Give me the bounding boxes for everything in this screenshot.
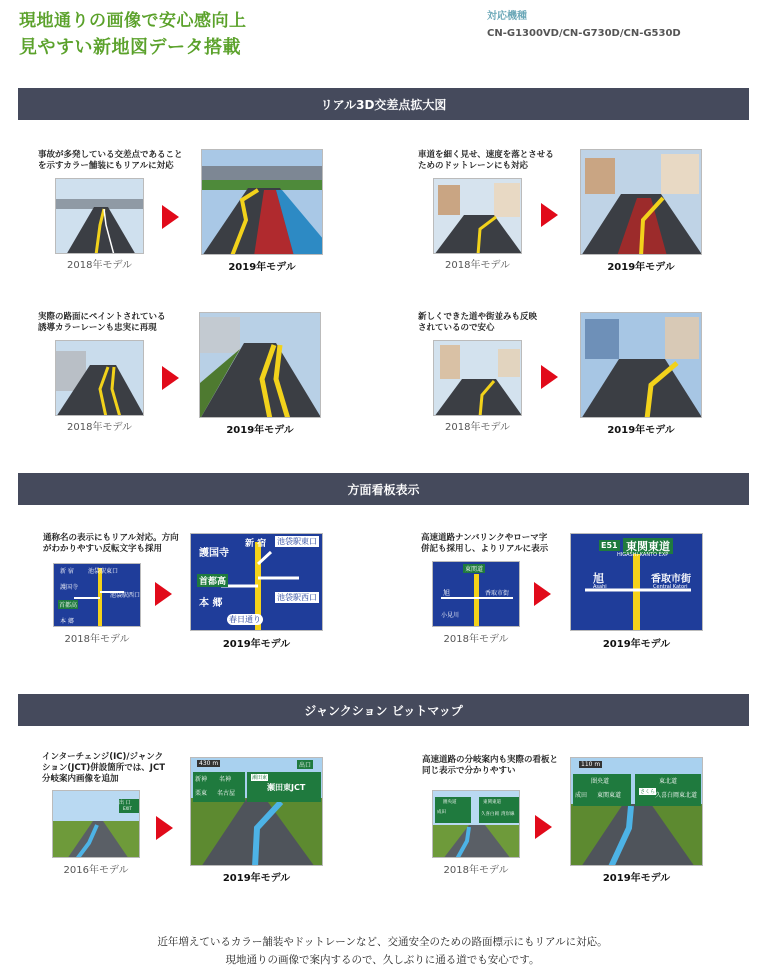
section-title-direction-signs: 方面看板表示 (18, 473, 749, 505)
section-title-junction-bitmap: ジャンクション ビットマップ (18, 694, 749, 726)
item-description: インターチェンジ(IC)/ジャンク ション(JCT)併設箇所では、JCT 分岐案内画像を追加 (42, 752, 165, 784)
new-model-caption: 2019年モデル (607, 425, 675, 436)
arrow-right-icon (155, 582, 172, 606)
footer-text (0, 933, 765, 969)
new-model-image (580, 312, 702, 418)
new-model-image (199, 312, 321, 418)
old-model-caption: 2018年モデル (443, 634, 509, 645)
old-direction-sign: 新 宿 池袋駅東口 護国寺 首都高 池袋駅西口 本 郷 (53, 563, 141, 627)
item-description: 高速道路ナンバリンクやローマ字 併記も採用し、よりリアルに表示 (421, 533, 549, 554)
old-direction-sign: 東関道 旭 香取市街 小見川 (432, 561, 520, 627)
old-model-caption: 2018年モデル (64, 634, 130, 645)
arrow-right-icon (541, 365, 558, 389)
arrow-right-icon (541, 203, 558, 227)
new-junction-image: 430 m 新神 名神 栗東 名古屋 瀬田東 瀬田東JCT 出口 (190, 757, 323, 866)
old-model-image (433, 178, 522, 254)
old-model-caption: 2018年モデル (443, 865, 509, 876)
new-model-caption: 2019年モデル (607, 262, 675, 273)
footer-line: 近年増えているカラー舗装やドットレーンなど、交通安全のための路面標示にもリアルに対応。 (157, 936, 608, 948)
arrow-right-icon (535, 815, 552, 839)
item-description: 車道を細く見せ、速度を落とさせる ためのドットレーンにも対応 (418, 150, 554, 171)
old-model-image (55, 178, 144, 254)
footer-line: 現地通りの画像で案内するので、久しぶりに通る道でも安心です。 (225, 954, 540, 966)
old-junction-image: 出 口 EXIT (52, 790, 140, 858)
old-model-image (433, 340, 522, 416)
old-model-caption: 2018年モデル (67, 422, 132, 433)
new-model-caption: 2019年モデル (222, 639, 291, 650)
new-model-caption: 2019年モデル (222, 873, 291, 884)
old-model-caption: 2018年モデル (445, 422, 510, 433)
item-description: 事故が多発している交差点であること を示すカラー舗装にもリアルに対応 (38, 150, 183, 171)
new-direction-sign: 新 宿 池袋駅東口 護国寺 首都高 本 郷 池袋駅西口 春日通り (190, 533, 323, 631)
item-description: 高速道路の分岐案内も実際の看板と 同じ表示で分かりやすい (422, 755, 559, 776)
old-model-caption: 2018年モデル (445, 260, 510, 271)
new-model-caption: 2019年モデル (602, 639, 671, 650)
headline-primary: 現地通りの画像で安心感向上 (19, 11, 247, 31)
item-description: 実際の路面にペイントされている 誘導カラーレーンも忠実に再現 (38, 312, 166, 333)
item-description: 通称名の表示にもリアル対応。方向 がわかりやすい反転文字も採用 (43, 533, 179, 554)
arrow-right-icon (534, 582, 551, 606)
new-junction-image: 110 m 圏央道 成田 東関東道 さくら 東北道 久喜白岡 東北道 (570, 757, 703, 866)
section-title-3d-intersection: リアル3D交差点拡大図 (18, 88, 749, 120)
new-model-caption: 2019年モデル (228, 262, 296, 273)
new-direction-sign: E51 東関東道 HIGASHI-KANTO EXP 旭 Asahi 香取市街 Central Katori (570, 533, 703, 631)
compatible-models-list: CN-G1300VD/CN-G730D/CN-G530D (487, 28, 681, 39)
arrow-right-icon (156, 816, 173, 840)
new-model-image (201, 149, 323, 255)
item-description: 新しくできた道や街並みも反映 されているので安心 (418, 312, 538, 333)
new-model-caption: 2019年モデル (602, 873, 671, 884)
old-model-caption: 2016年モデル (63, 865, 129, 876)
headline-secondary: 見やすい新地図データ搭載 (19, 37, 241, 58)
arrow-right-icon (162, 366, 179, 390)
old-model-caption: 2018年モデル (67, 260, 132, 271)
new-model-caption: 2019年モデル (226, 425, 294, 436)
arrow-right-icon (162, 205, 179, 229)
new-model-image (580, 149, 702, 255)
old-model-image (55, 340, 144, 416)
compatible-models-label: 対応機種 (487, 11, 527, 22)
old-junction-image: 圏央道 東関東道 成田 久喜白岡 湾岸線 (432, 790, 520, 858)
